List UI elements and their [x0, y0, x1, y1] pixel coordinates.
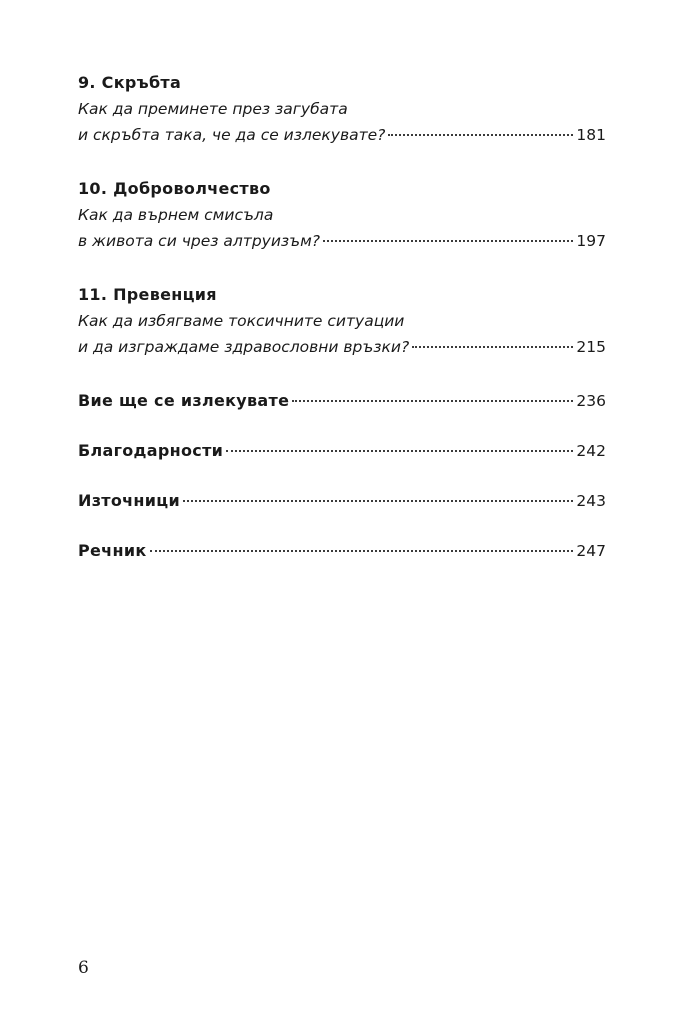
entry-title: Вие ще се излекувате	[78, 391, 290, 410]
page-number: 181	[576, 126, 606, 144]
chapter-title: 11. Превенция	[78, 285, 217, 304]
toc-entry-healing	[78, 388, 606, 414]
chapter-subtitle-row	[78, 122, 606, 148]
chapter-title: 10. Доброволчество	[78, 179, 271, 198]
page-folio: 6	[78, 958, 89, 978]
page-number: 242	[576, 442, 606, 460]
page-number: 243	[576, 492, 606, 510]
dot-leader	[412, 346, 573, 348]
entry-title: Благодарности	[78, 441, 224, 460]
toc-entry-sources	[78, 488, 606, 514]
entry-title: Източници	[78, 491, 180, 510]
chapter-subtitle-row	[78, 228, 606, 254]
toc-chapter-9	[78, 70, 606, 148]
page-number: 215	[576, 338, 606, 356]
dot-leader	[323, 240, 573, 242]
dot-leader	[183, 500, 573, 502]
chapter-subtitle-line1: Как да избягваме токсичните ситуации	[78, 312, 405, 330]
toc-entry-glossary	[78, 538, 606, 564]
page-number: 236	[576, 392, 606, 410]
toc-chapter-11	[78, 282, 606, 360]
chapter-subtitle-line1: Как да преминете през загубата	[78, 100, 348, 118]
chapter-subtitle-line1: Как да върнем смисъла	[78, 206, 274, 224]
toc-entry-acknowledgements	[78, 438, 606, 464]
page-number: 197	[576, 232, 606, 250]
entry-title: Речник	[78, 541, 147, 560]
toc-chapter-10	[78, 176, 606, 254]
page-number: 247	[576, 542, 606, 560]
chapter-subtitle-line2: в живота си чрез алтруизъм?	[78, 232, 321, 250]
chapter-title: 9. Скръбта	[78, 73, 182, 92]
chapter-subtitle-line2: и да изграждаме здравословни връзки?	[78, 338, 410, 356]
chapter-subtitle-line2: и скръбта така, че да се излекувате?	[78, 126, 386, 144]
dot-leader	[388, 134, 573, 136]
dot-leader	[150, 550, 574, 552]
table-of-contents	[78, 70, 606, 588]
chapter-subtitle-row	[78, 334, 606, 360]
dot-leader	[226, 450, 573, 452]
dot-leader	[292, 400, 573, 402]
